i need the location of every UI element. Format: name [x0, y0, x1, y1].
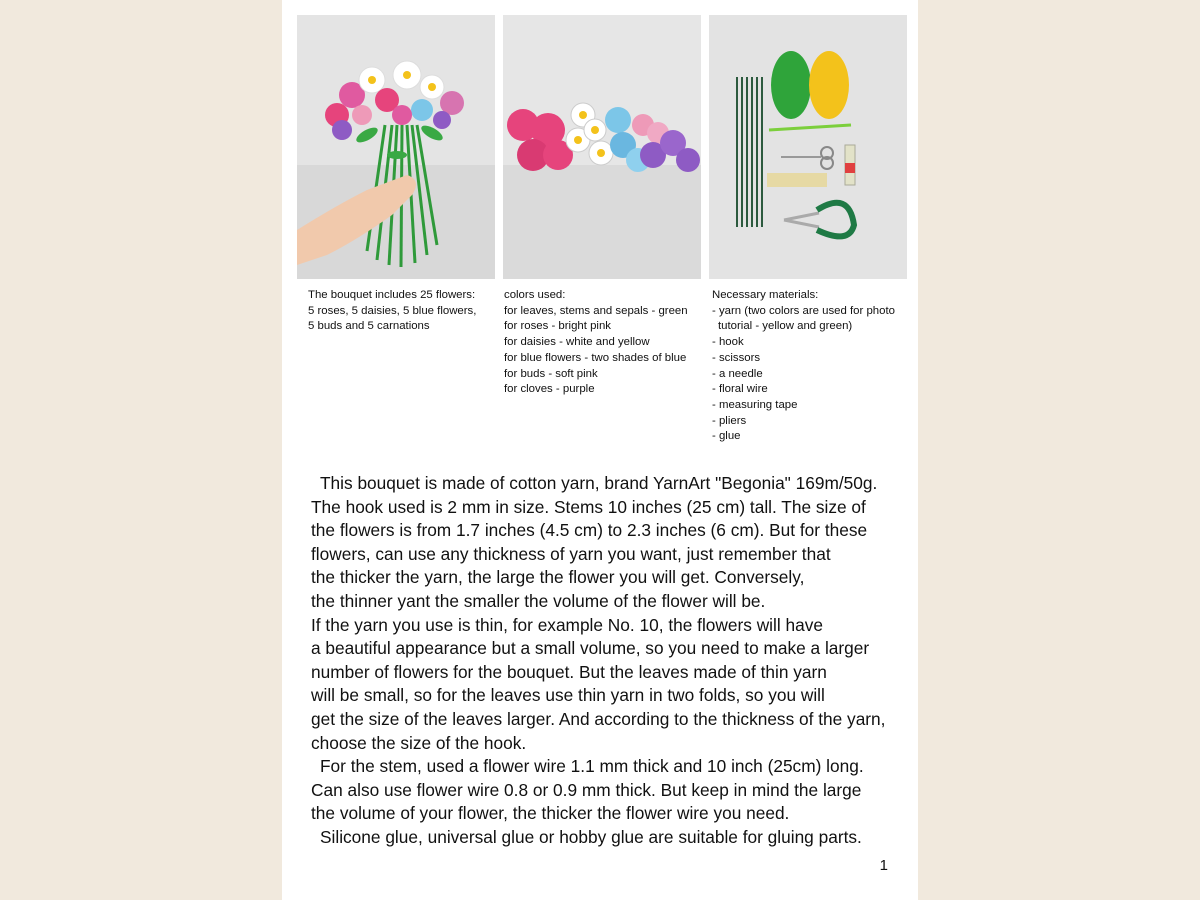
materials-caption	[712, 288, 912, 445]
body-line: The hook used is 2 mm in size. Stems 10 inches (25 cm) tall. The size of	[311, 496, 866, 517]
caption-line: - measuring tape	[712, 398, 798, 411]
caption-line: colors used:	[504, 289, 566, 301]
body-line: Can also use flower wire 0.8 or 0.9 mm thick. But keep in mind the large	[311, 779, 862, 800]
body-line: flowers, can use any thickness of yarn you want, just remember that	[311, 543, 831, 564]
colors-caption	[504, 288, 704, 398]
caption-line: 5 buds and 5 carnations	[308, 320, 430, 333]
caption-line: for cloves - purple	[504, 383, 595, 396]
caption-line: for roses - bright pink	[504, 320, 611, 333]
document-page	[282, 0, 918, 900]
body-line: Silicone glue, universal glue or hobby glue are suitable for gluing parts.	[320, 826, 862, 847]
body-line: the flowers is from 1.7 inches (4.5 cm) to 2.3 inches (6 cm). But for these	[311, 520, 868, 541]
body-line: the thinner yant the smaller the volume of the flower will be.	[311, 590, 766, 611]
caption-line: - hook	[712, 336, 744, 349]
body-line: If the yarn you use is thin, for example No. 10, the flowers will have	[311, 614, 823, 635]
body-line: get the size of the leaves larger. And according to the thickness of the yarn,	[311, 708, 886, 729]
caption-line: tutorial - yellow and green)	[718, 320, 853, 333]
bouquet-caption	[308, 288, 493, 335]
caption-line: - yarn (two colors are used for photo	[712, 304, 895, 317]
caption-line: - a needle	[712, 367, 763, 380]
caption-line: for blue flowers - two shades of blue	[504, 351, 687, 364]
body-line: This bouquet is made of cotton yarn, brand YarnArt "Begonia" 169m/50g.	[320, 473, 878, 493]
caption-line: Necessary materials:	[712, 289, 819, 301]
caption-line: The bouquet includes 25 flowers:	[308, 289, 476, 301]
bouquet-image	[297, 15, 495, 279]
caption-line: for buds - soft pink	[504, 367, 598, 380]
body-line: the volume of your flower, the thicker the flower wire you need.	[311, 803, 790, 824]
bouquet-photo	[297, 15, 495, 279]
materials-photo	[709, 15, 907, 279]
body-line: will be small, so for the leaves use thin yarn in two folds, so you will	[311, 685, 825, 706]
body-paragraph	[311, 472, 911, 850]
caption-line: - glue	[712, 430, 741, 443]
body-line: choose the size of the hook.	[311, 732, 527, 753]
caption-line: - floral wire	[712, 383, 768, 396]
body-line: number of flowers for the bouquet. But the leaves made of thin yarn	[311, 661, 827, 682]
caption-line: for daisies - white and yellow	[504, 336, 650, 349]
page-number: 1	[879, 857, 888, 874]
body-line: the thicker the yarn, the large the flower you will get. Conversely,	[311, 567, 805, 588]
caption-line: - scissors	[712, 351, 761, 364]
caption-line: for leaves, stems and sepals - green	[504, 304, 688, 317]
flowers-photo	[503, 15, 701, 279]
flowers-image	[503, 15, 701, 279]
materials-image	[709, 15, 907, 279]
body-line: For the stem, used a flower wire 1.1 mm thick and 10 inch (25cm) long.	[320, 756, 864, 777]
caption-line: 5 roses, 5 daisies, 5 blue flowers,	[308, 304, 477, 317]
caption-line: - pliers	[712, 414, 747, 427]
body-line: a beautiful appearance but a small volume, so you need to make a larger	[311, 638, 870, 659]
